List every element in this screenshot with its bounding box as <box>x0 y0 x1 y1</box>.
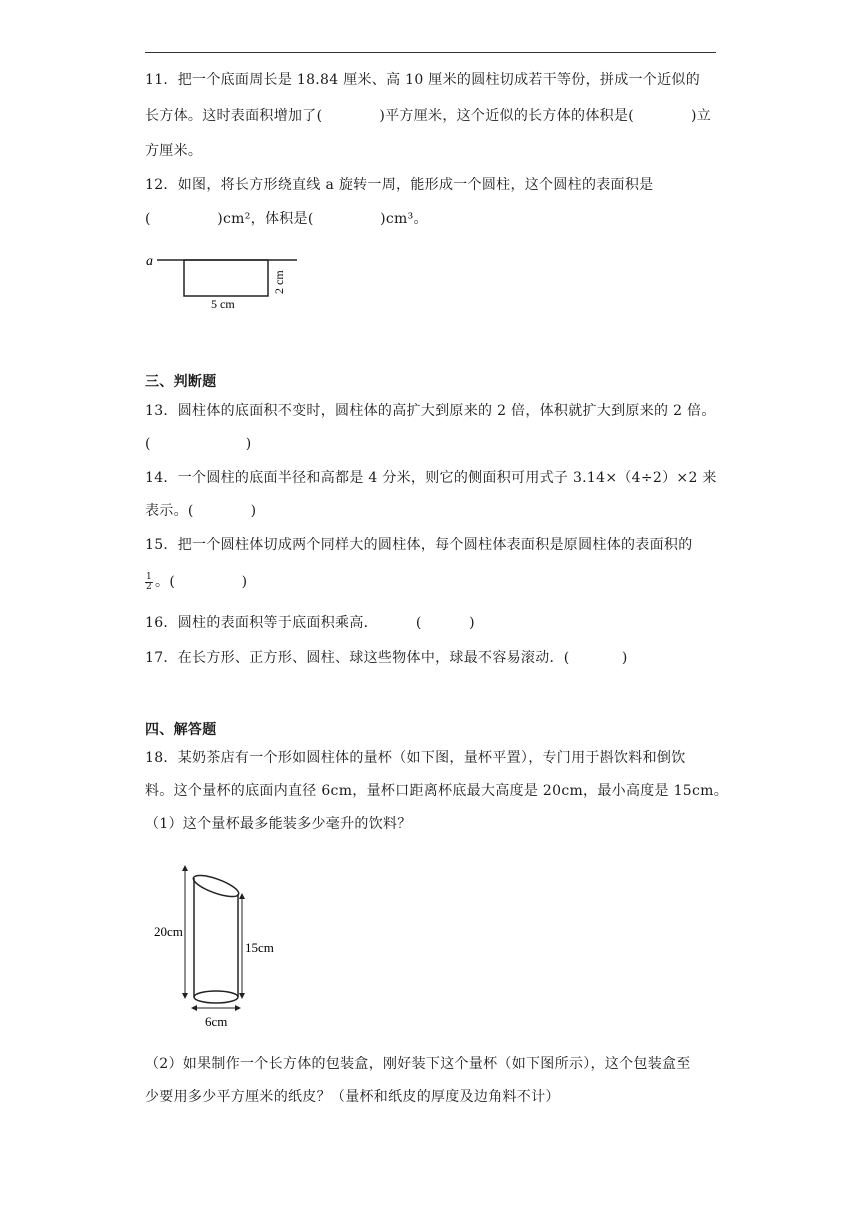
q16-line1: 16．圆柱的表面积等于底面积乘高． ( ) <box>145 615 475 631</box>
measuring-cup-figure <box>150 858 290 1034</box>
width-label: 5 cm <box>211 297 235 311</box>
q17-line1: 17．在长方形、正方形、圆柱、球这些物体中，球最不容易滚动．( ) <box>145 650 628 666</box>
q11-line2: 长方体。这时表面积增加了( )平方厘米，这个近似的长方体的体积是( )立 <box>145 108 712 124</box>
q13-line1: 13．圆柱体的底面积不变时，圆柱体的高扩大到原来的 2 倍，体积就扩大到原来的 2 倍。 <box>145 403 716 419</box>
max-height-label: 20cm <box>154 924 183 939</box>
q18-sub2-line1: （2）如果制作一个长方体的包装盒，刚好装下这个量杯（如下图所示），这个包装盒至 <box>145 1056 691 1072</box>
q15-line1: 15．把一个圆柱体切成两个同样大的圆柱体，每个圆柱体表面积是原圆柱体的表面积的 <box>145 537 693 553</box>
section4-title: 四、解答题 <box>145 722 217 738</box>
cup-base <box>194 991 238 1003</box>
rectangle-shape <box>184 260 268 296</box>
q13-line2: ( ) <box>145 436 252 452</box>
axis-label: a <box>146 254 153 269</box>
q12-line1: 12．如图，将长方形绕直线 a 旋转一周，能形成一个圆柱，这个圆柱的表面积是 <box>145 177 654 193</box>
q11-line1: 11．把一个底面周长是 18.84 厘米、高 10 厘米的圆柱切成若干等份，拼成一个近似的 <box>145 72 701 88</box>
q18-sub2-line2: 少要用多少平方厘米的纸皮？（量杯和纸皮的厚度及边角料不计） <box>145 1089 560 1105</box>
q14-line1: 14．一个圆柱的底面半径和高都是 4 分米，则它的侧面积可用式子 3.14×（4÷2）×2 来 <box>145 470 717 486</box>
q18-line2: 料。这个量杯的底面内直径 6cm，量杯口距离杯底最大高度是 20cm，最小高度是 15cm。 <box>145 783 729 799</box>
q18-line1: 18．某奶茶店有一个形如圆柱体的量杯（如下图，量杯平置），专门用于斟饮料和倒饮 <box>145 750 686 766</box>
q14-line2: 表示。( ) <box>145 503 257 519</box>
section3-title: 三、判断题 <box>145 374 217 390</box>
q11-line3: 方厘米。 <box>145 143 203 159</box>
rectangle-rotation-figure <box>143 248 303 314</box>
height-label: 2 cm <box>272 270 286 294</box>
q12-line2: ( )cm²，体积是( )cm³。 <box>145 211 428 227</box>
diameter-label: 6cm <box>205 1014 228 1029</box>
header-rule <box>145 52 716 53</box>
q18-sub1: （1）这个量杯最多能装多少毫升的饮料？ <box>145 816 412 832</box>
fraction-one-half: $\frac{1}{2}$ <box>146 571 153 592</box>
cup-slanted-top <box>191 871 241 901</box>
q15-line2: $\frac{1}{2}$ 。( ) <box>146 571 248 592</box>
min-height-label: 15cm <box>245 940 274 955</box>
